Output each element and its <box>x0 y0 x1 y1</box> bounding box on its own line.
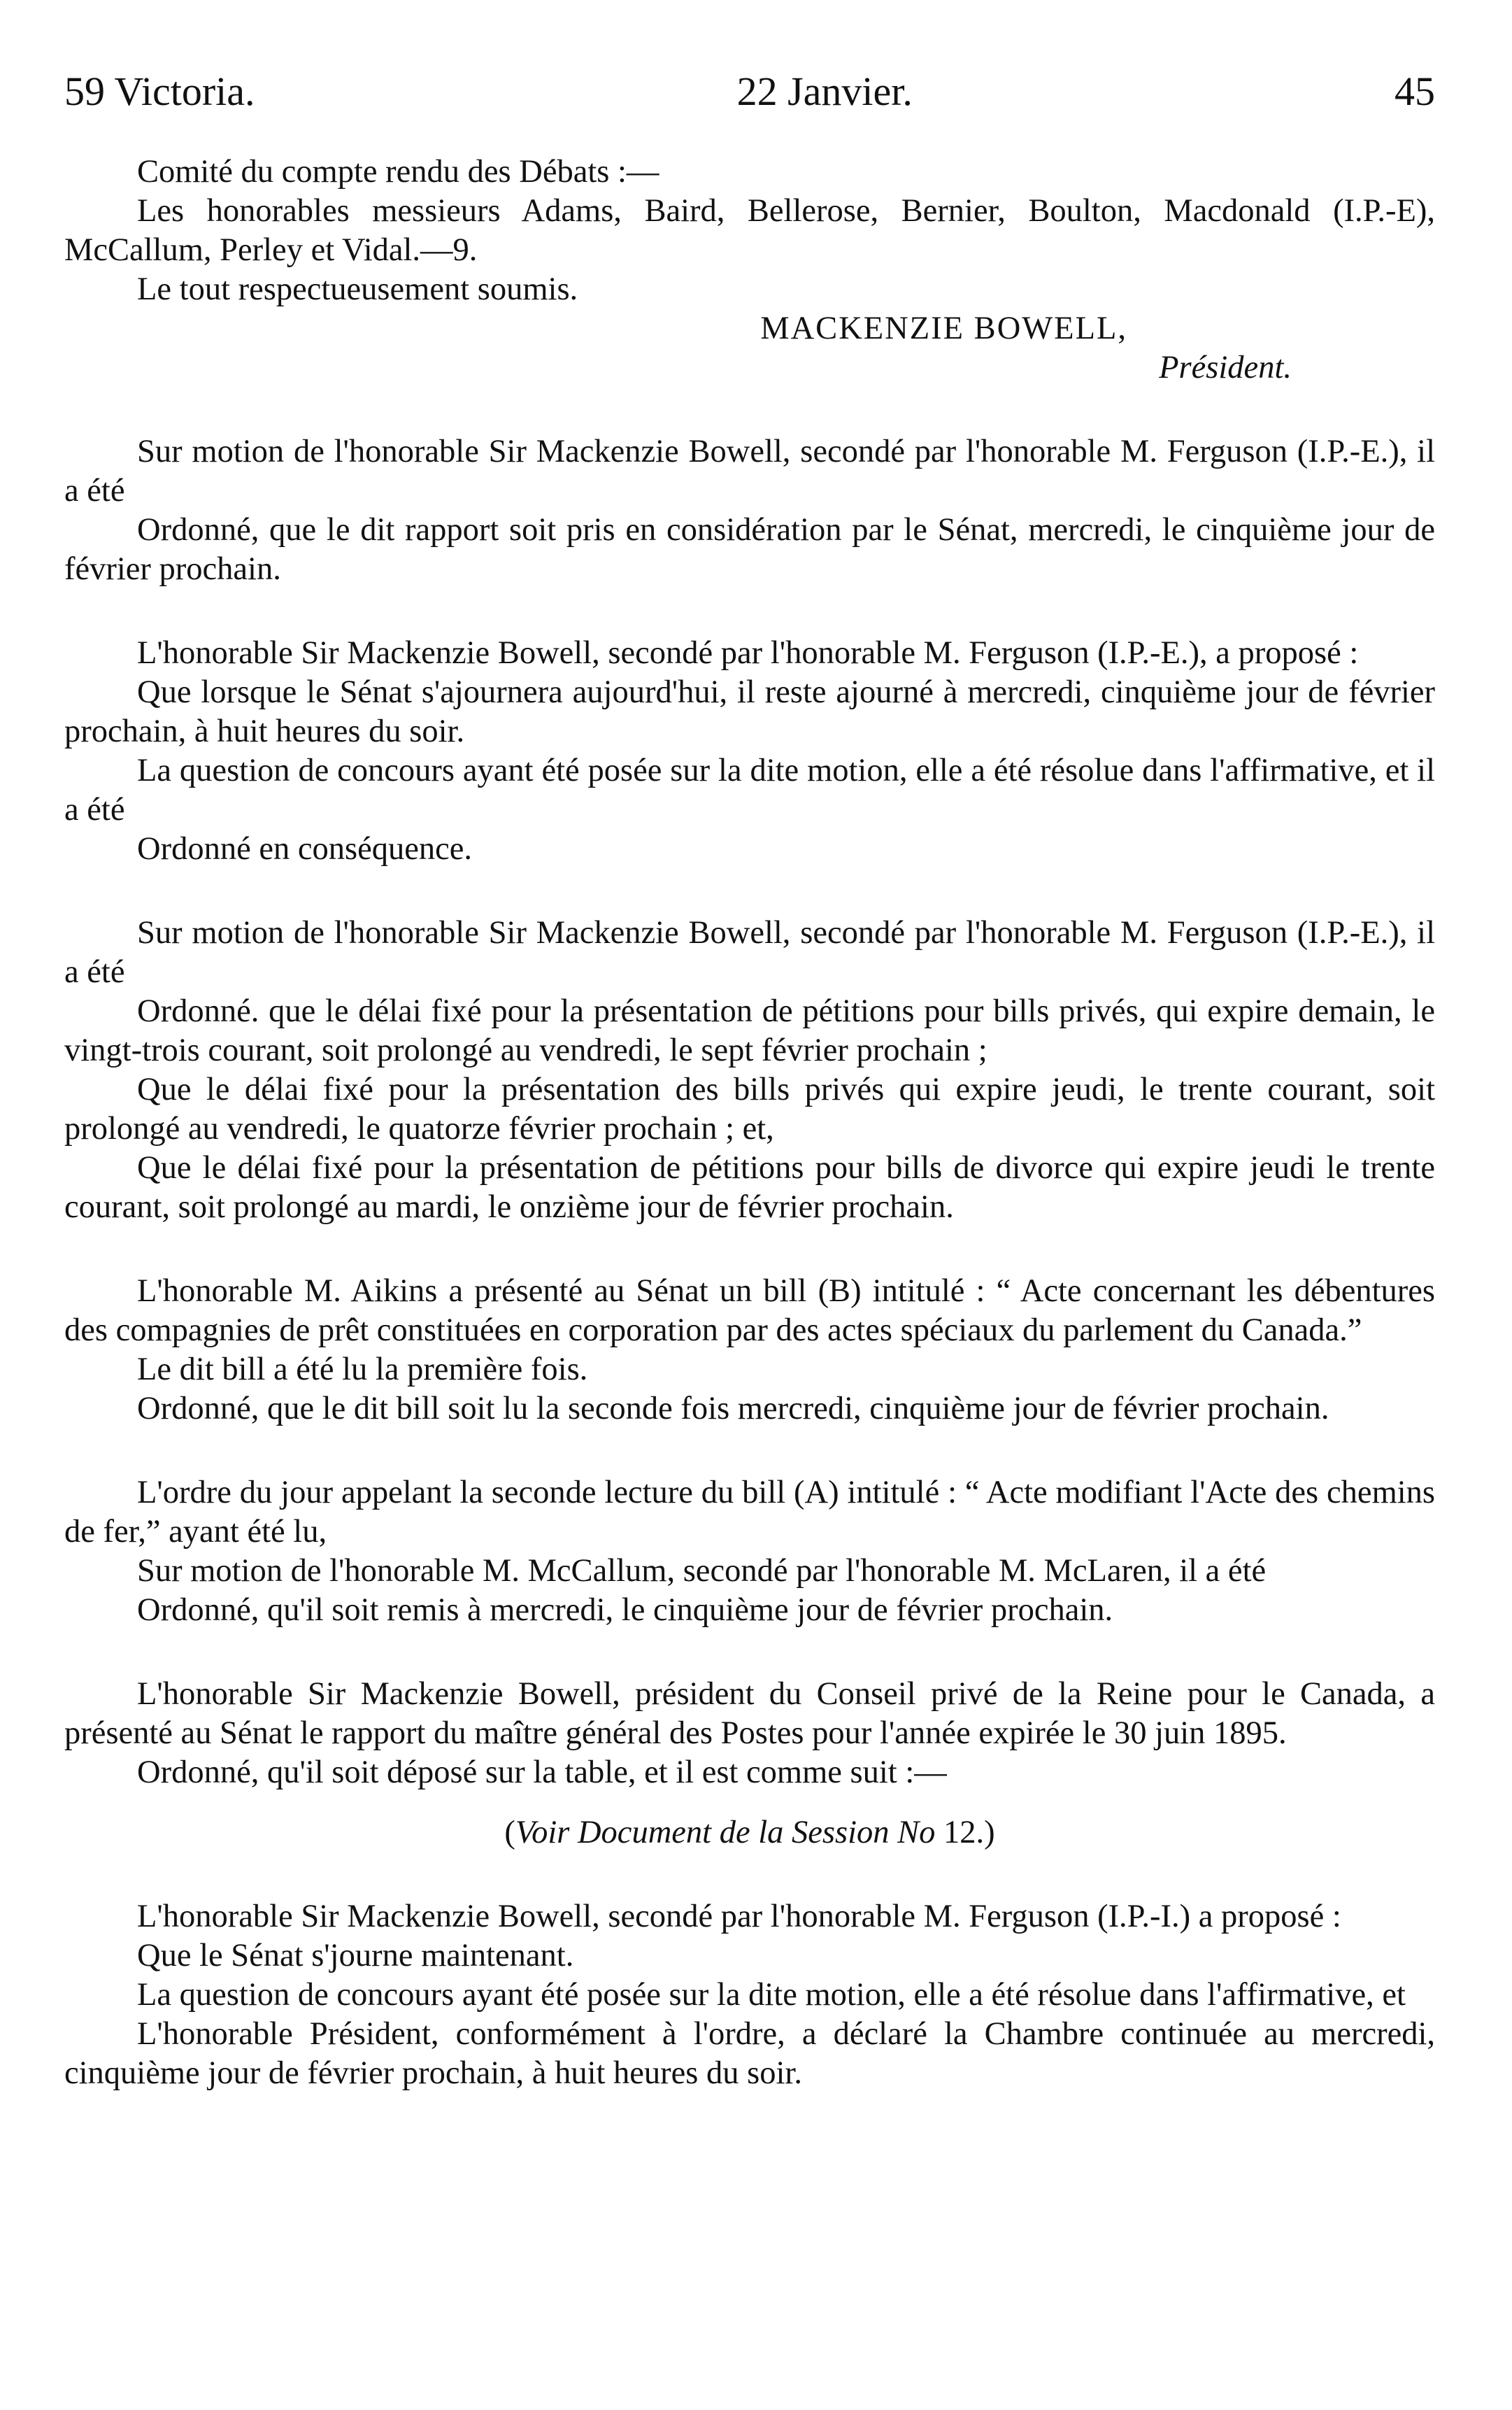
paragraph-text: Ordonné. que le délai fixé pour la présentation de pétitions pour bills privés, qui expire demain, le vingt-trois courant, soit prolongé au vendredi, le sept février prochain ; <box>64 993 1435 1068</box>
committee-report <box>64 153 1435 388</box>
signature-name: MACKENZIE BOWELL, <box>760 311 1127 346</box>
motion-deadlines <box>64 914 1435 1227</box>
paragraph-text: La question de concours ayant été posée sur la dite motion, elle a été résolue dans l'affirmative, et il a été <box>64 753 1435 828</box>
page-number: 45 <box>1395 69 1435 114</box>
paragraph-text: L'honorable Sir Mackenzie Bowell, secondé par l'honorable M. Ferguson (I.P.-I.) a proposé : <box>137 1899 1341 1934</box>
bill-a-second-reading <box>64 1473 1435 1630</box>
paragraph-text: Que le délai fixé pour la présentation des bills privés qui expire jeudi, le trente courant, soit prolongé au vendredi, le quatorze février prochain ; et, <box>64 1072 1435 1147</box>
paragraph-text: L'honorable Président, conformément à l'ordre, a déclaré la Chambre continuée au mercredi, cinquième jour de février prochain, à huit heures du soir. <box>64 2016 1435 2091</box>
ref-open: ( <box>504 1815 515 1850</box>
paragraph-text: Que le délai fixé pour la présentation de pétitions pour bills de divorce qui expire jeudi le trente courant, soit prolongé au mardi, le onzième jour de février prochain. <box>64 1150 1435 1225</box>
committee-members: Les honorables messieurs Adams, Baird, Bellerose, Bernier, Boulton, Macdonald (I.P.-E), McCallum, Perley et Vidal.—9. <box>64 193 1435 268</box>
motion-adjournment <box>64 634 1435 869</box>
paragraph-text: La question de concours ayant été posée sur la dite motion, elle a été résolue dans l'affirmative, et <box>137 1977 1406 2013</box>
bill-b-presentation <box>64 1272 1435 1429</box>
motion-report-consideration <box>64 432 1435 589</box>
paragraph-text: Ordonné, que le dit bill soit lu la seconde fois mercredi, cinquième jour de février prochain. <box>137 1391 1329 1426</box>
paragraph-text: L'honorable M. Aikins a présenté au Sénat un bill (B) intitulé : “ Acte concernant les débentures des compagnies de prêt constituées en corporation par des actes spéciaux du parlement du Canada.” <box>64 1273 1435 1348</box>
motion-adjourn-now <box>64 1897 1435 2093</box>
header-date: 22 Janvier. <box>736 69 913 114</box>
postmaster-report <box>64 1675 1435 1852</box>
paragraph-text: Ordonné, qu'il soit déposé sur la table, et il est comme suit :— <box>137 1755 947 1790</box>
paragraph-text: Ordonné, que le dit rapport soit pris en considération par le Sénat, mercredi, le cinquième jour de février prochain. <box>64 512 1435 587</box>
paragraph-text: L'honorable Sir Mackenzie Bowell, président du Conseil privé de la Reine pour le Canada, a présenté au Sénat le rapport du maître général des Postes pour l'année expirée le 30 juin 1895. <box>64 1676 1435 1751</box>
ref-italic: Voir Document de la Session No <box>515 1815 936 1850</box>
paragraph-text: Ordonné, qu'il soit remis à mercredi, le cinquième jour de février prochain. <box>137 1592 1113 1628</box>
paragraph-text: L'ordre du jour appelant la seconde lecture du bill (A) intitulé : “ Acte modifiant l'Acte des chemins de fer,” ayant été lu, <box>64 1475 1435 1550</box>
session-document-reference <box>64 1813 1435 1852</box>
paragraph-text: Ordonné en conséquence. <box>137 831 473 867</box>
committee-closing: Le tout respectueusement soumis. <box>137 271 578 307</box>
ref-close: ) <box>984 1815 995 1850</box>
committee-title: Comité du compte rendu des Débats :— <box>137 154 659 190</box>
signature-title: Président. <box>1159 350 1292 385</box>
paragraph-text: Sur motion de l'honorable Sir Mackenzie Bowell, secondé par l'honorable M. Ferguson (I.P.-E.), il a été <box>64 915 1435 990</box>
page-header <box>64 67 1435 116</box>
paragraph-text: L'honorable Sir Mackenzie Bowell, secondé par l'honorable M. Ferguson (I.P.-E.), a proposé : <box>137 635 1359 671</box>
paragraph-text: Que le Sénat s'journe maintenant. <box>137 1938 574 1973</box>
paragraph-text: Sur motion de l'honorable M. McCallum, secondé par l'honorable M. McLaren, il a été <box>137 1553 1267 1589</box>
paragraph-text: Le dit bill a été lu la première fois. <box>137 1352 588 1387</box>
paragraph-text: Sur motion de l'honorable Sir Mackenzie Bowell, secondé par l'honorable M. Ferguson (I.P.-E.), il a été <box>64 434 1435 509</box>
paragraph-text: Que lorsque le Sénat s'ajournera aujourd'hui, il reste ajourné à mercredi, cinquième jour de février prochain, à huit heures du soir. <box>64 674 1435 749</box>
ref-number: 12. <box>943 1815 985 1850</box>
header-session: 59 Victoria. <box>64 69 255 114</box>
